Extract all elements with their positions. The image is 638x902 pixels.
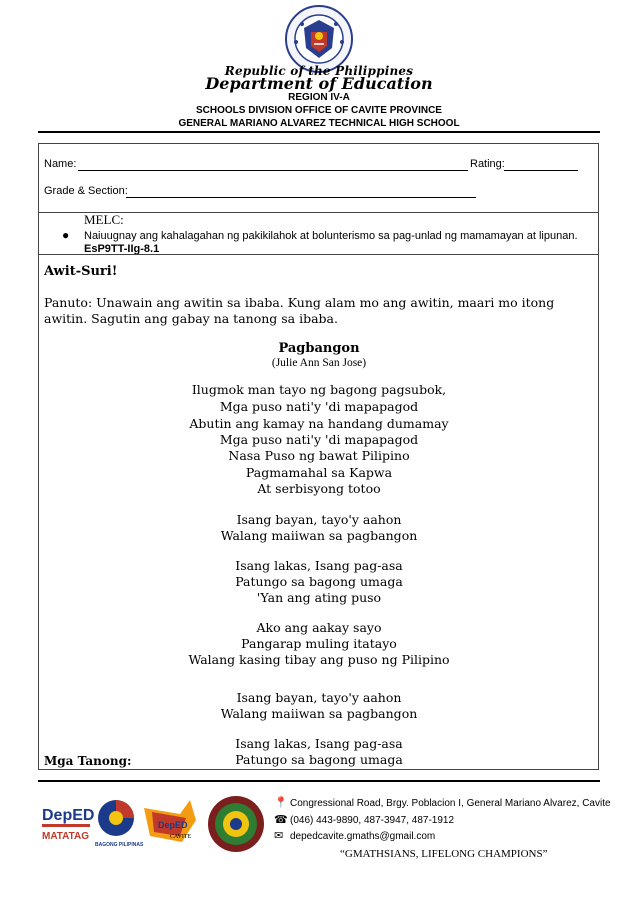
lyric-line: Walang maiiwan sa pagbangon <box>220 706 418 721</box>
lyric-line: Nasa Puso ng bawat Pilipino <box>228 448 410 463</box>
footer-logos <box>40 790 270 860</box>
lyric-line: At serbisyong totoo <box>257 481 381 496</box>
header-divider <box>38 131 600 133</box>
deped-cavite-logo <box>144 800 196 842</box>
location-icon: 📍 <box>274 797 288 809</box>
lyric-line: Isang bayan, tayo'y aahon <box>236 512 402 527</box>
bagong-pilipinas-logo <box>95 800 144 848</box>
instructions: Panuto: Unawain ang awitin sa ibaba. Kung alam mo ang awitin, maari mo itong awitin. Sagutin ang gabay na tanong sa ibaba. <box>44 295 555 326</box>
lyric-line: Patungo sa bagong umaga <box>235 574 403 589</box>
deped-logo-text: DepED <box>42 807 95 824</box>
name-label: Name: <box>44 158 77 170</box>
melc-competency: Naiuugnay ang kahalagahan ng pakikilahok at bolunterismo sa pag-unlad ng mamamayan at lipunan. <box>84 230 578 242</box>
rating-label: Rating: <box>470 158 505 170</box>
phone-text: (046) 443-9890, 487-3947, 487-1912 <box>290 815 455 826</box>
region-heading: REGION IV-A <box>288 92 350 103</box>
mail-icon: ✉ <box>274 830 284 842</box>
lyric-line: Isang lakas, Isang pag-asa <box>235 736 403 751</box>
questions-heading: Mga Tanong: <box>44 754 132 768</box>
email-text[interactable]: depedcavite.gmaths@gmail.com <box>290 831 436 842</box>
activity-title: Awit-Suri! <box>44 264 118 279</box>
address-text: Congressional Road, Brgy. Poblacion I, General Mariano Alvarez, Cavite <box>290 798 611 809</box>
school-heading: GENERAL MARIANO ALVAREZ TECHNICAL HIGH SCHOOL <box>178 118 460 129</box>
lyric-line: Abutin ang kamay na handang dumamay <box>189 416 449 431</box>
division-heading: SCHOOLS DIVISION OFFICE OF CAVITE PROVINCE <box>196 105 442 116</box>
grade-section-field[interactable] <box>126 197 476 198</box>
lyric-line: 'Yan ang ating puso <box>256 590 382 605</box>
melc-label: MELC: <box>84 212 124 227</box>
lyric-line: Walang kasing tibay ang puso ng Pilipino <box>188 652 450 667</box>
deped-matatag-logo <box>42 807 94 842</box>
lyric-line: Walang maiiwan sa pagbangon <box>220 528 418 543</box>
rating-field[interactable] <box>504 170 578 171</box>
name-field[interactable] <box>78 170 468 171</box>
deped-cavite-text: DepED <box>158 820 188 830</box>
song-author: (Julie Ann San Jose) <box>271 357 367 369</box>
footer-divider <box>38 780 600 782</box>
bullet-icon: ● <box>62 228 70 242</box>
melc-code: EsP9TT-IIg-8.1 <box>84 243 160 255</box>
lyric-line: Mga puso nati'y 'di mapapagod <box>219 399 419 414</box>
student-info-box <box>38 143 599 213</box>
matatag-logo-text: MATATAG <box>42 831 90 842</box>
school-seal-logo <box>208 796 264 852</box>
lyric-line: Mga puso nati'y 'di mapapagod <box>219 432 419 447</box>
school-motto: “GMATHSIANS, LIFELONG CHAMPIONS” <box>340 848 548 860</box>
cavite-text: CAVITE <box>170 834 192 840</box>
lyric-line: Patungo sa bagong umaga <box>235 752 403 767</box>
lyric-line: Isang bayan, tayo'y aahon <box>236 690 402 705</box>
bagong-pilipinas-text: BAGONG PILIPINAS <box>95 842 144 848</box>
lyric-line: Pangarap muling itatayo <box>241 636 397 651</box>
song-title: Pagbangon <box>278 341 360 356</box>
lyric-line: Pagmamahal sa Kapwa <box>245 465 393 480</box>
phone-icon: ☎ <box>274 814 288 826</box>
lyric-line: Ilugmok man tayo ng bagong pagsubok, <box>191 382 447 397</box>
department-heading: Department of Education <box>205 74 433 93</box>
republic-heading: Republic of the Philippines <box>224 64 414 78</box>
lyric-line: Ako ang aakay sayo <box>256 620 382 635</box>
grade-section-label: Grade & Section: <box>44 185 128 197</box>
lyric-line: Isang lakas, Isang pag-asa <box>235 558 403 573</box>
